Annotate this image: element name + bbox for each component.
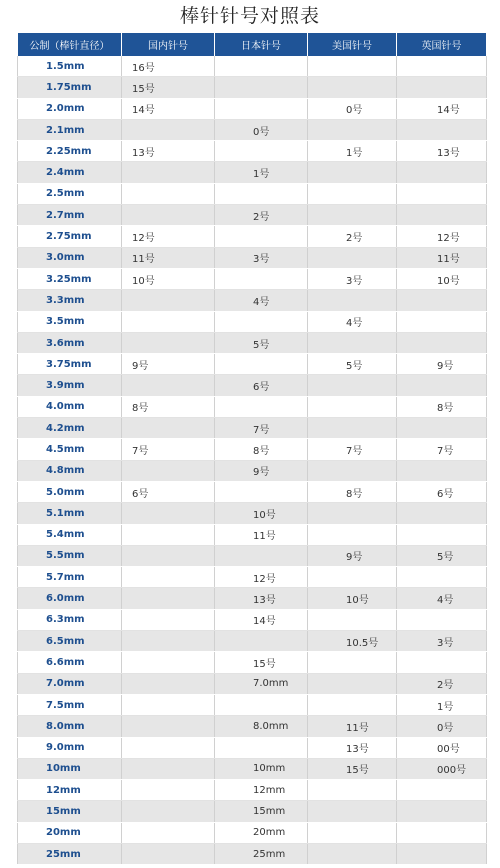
cell-uk: 11号 xyxy=(397,247,487,268)
table-row xyxy=(18,268,487,289)
table-body xyxy=(18,56,487,865)
cell-metric: 5.7mm xyxy=(18,567,122,588)
cell-metric: 5.0mm xyxy=(18,481,122,502)
cell-uk: 00号 xyxy=(397,737,487,758)
cell-us xyxy=(308,247,397,268)
cell-uk: 1号 xyxy=(397,694,487,715)
cell-uk: 4号 xyxy=(397,588,487,609)
table-row xyxy=(18,418,487,439)
cell-china xyxy=(122,822,215,843)
cell-china xyxy=(122,652,215,673)
cell-uk: 12号 xyxy=(397,226,487,247)
table-row xyxy=(18,375,487,396)
cell-uk xyxy=(397,332,487,353)
cell-china xyxy=(122,843,215,864)
cell-china xyxy=(122,418,215,439)
cell-japan xyxy=(215,545,308,566)
cell-us xyxy=(308,56,397,77)
cell-us xyxy=(308,460,397,481)
cell-japan: 7号 xyxy=(215,418,308,439)
cell-metric: 7.5mm xyxy=(18,694,122,715)
cell-us: 1号 xyxy=(308,141,397,162)
cell-uk xyxy=(397,77,487,98)
cell-metric: 7.0mm xyxy=(18,673,122,694)
table-row xyxy=(18,481,487,502)
table-row xyxy=(18,183,487,204)
cell-metric: 4.0mm xyxy=(18,396,122,417)
cell-metric: 3.75mm xyxy=(18,354,122,375)
table-row xyxy=(18,780,487,801)
cell-japan: 15mm xyxy=(215,801,308,822)
cell-metric: 5.4mm xyxy=(18,524,122,545)
cell-uk xyxy=(397,418,487,439)
cell-us xyxy=(308,780,397,801)
cell-metric: 2.75mm xyxy=(18,226,122,247)
cell-uk xyxy=(397,375,487,396)
cell-uk: 8号 xyxy=(397,396,487,417)
cell-metric: 2.25mm xyxy=(18,141,122,162)
cell-us xyxy=(308,822,397,843)
cell-uk: 3号 xyxy=(397,631,487,652)
cell-us xyxy=(308,503,397,524)
cell-china xyxy=(122,631,215,652)
cell-uk xyxy=(397,503,487,524)
cell-japan xyxy=(215,226,308,247)
cell-us: 7号 xyxy=(308,439,397,460)
header-us: 美国针号 xyxy=(308,33,397,56)
cell-us xyxy=(308,375,397,396)
cell-japan: 12号 xyxy=(215,567,308,588)
table-row xyxy=(18,758,487,779)
cell-metric: 20mm xyxy=(18,822,122,843)
cell-japan: 8号 xyxy=(215,439,308,460)
header-uk: 英国针号 xyxy=(397,33,487,56)
cell-china: 16号 xyxy=(122,56,215,77)
cell-us: 0号 xyxy=(308,98,397,119)
cell-japan: 5号 xyxy=(215,332,308,353)
cell-china xyxy=(122,609,215,630)
cell-us xyxy=(308,609,397,630)
cell-metric: 15mm xyxy=(18,801,122,822)
cell-china xyxy=(122,758,215,779)
needle-size-table xyxy=(17,33,487,865)
cell-japan xyxy=(215,98,308,119)
cell-us xyxy=(308,77,397,98)
cell-china xyxy=(122,311,215,332)
table-row xyxy=(18,567,487,588)
cell-uk: 5号 xyxy=(397,545,487,566)
table-row xyxy=(18,247,487,268)
cell-china xyxy=(122,460,215,481)
cell-japan xyxy=(215,311,308,332)
cell-japan: 25mm xyxy=(215,843,308,864)
table-row xyxy=(18,843,487,864)
table-row xyxy=(18,290,487,311)
cell-uk xyxy=(397,822,487,843)
cell-japan xyxy=(215,631,308,652)
cell-metric: 5.1mm xyxy=(18,503,122,524)
table-row xyxy=(18,141,487,162)
cell-us xyxy=(308,567,397,588)
cell-metric: 2.7mm xyxy=(18,205,122,226)
cell-uk: 14号 xyxy=(397,98,487,119)
cell-us xyxy=(308,801,397,822)
cell-us: 13号 xyxy=(308,737,397,758)
table-row xyxy=(18,77,487,98)
cell-china xyxy=(122,567,215,588)
cell-uk: 2号 xyxy=(397,673,487,694)
cell-us xyxy=(308,205,397,226)
cell-china xyxy=(122,737,215,758)
cell-uk: 10号 xyxy=(397,268,487,289)
cell-japan xyxy=(215,737,308,758)
table-row xyxy=(18,98,487,119)
cell-uk xyxy=(397,119,487,140)
cell-japan xyxy=(215,354,308,375)
cell-us xyxy=(308,673,397,694)
cell-china xyxy=(122,183,215,204)
cell-uk: 000号 xyxy=(397,758,487,779)
table-row xyxy=(18,652,487,673)
cell-us xyxy=(308,396,397,417)
cell-japan: 15号 xyxy=(215,652,308,673)
cell-uk xyxy=(397,801,487,822)
cell-japan: 12mm xyxy=(215,780,308,801)
cell-china xyxy=(122,673,215,694)
cell-japan: 20mm xyxy=(215,822,308,843)
table-row xyxy=(18,311,487,332)
cell-china xyxy=(122,780,215,801)
cell-japan: 7.0mm xyxy=(215,673,308,694)
cell-us: 10号 xyxy=(308,588,397,609)
cell-us xyxy=(308,418,397,439)
cell-china xyxy=(122,694,215,715)
cell-us xyxy=(308,290,397,311)
cell-china xyxy=(122,545,215,566)
cell-japan xyxy=(215,77,308,98)
cell-japan: 11号 xyxy=(215,524,308,545)
table-row xyxy=(18,588,487,609)
cell-china: 10号 xyxy=(122,268,215,289)
table-row xyxy=(18,694,487,715)
cell-metric: 3.9mm xyxy=(18,375,122,396)
cell-china xyxy=(122,801,215,822)
cell-japan: 2号 xyxy=(215,205,308,226)
cell-metric: 6.0mm xyxy=(18,588,122,609)
cell-uk xyxy=(397,311,487,332)
cell-japan xyxy=(215,396,308,417)
cell-metric: 2.1mm xyxy=(18,119,122,140)
cell-us xyxy=(308,694,397,715)
header-china: 国内针号 xyxy=(122,33,215,56)
cell-china xyxy=(122,716,215,737)
cell-uk xyxy=(397,524,487,545)
table-row xyxy=(18,439,487,460)
cell-china: 14号 xyxy=(122,98,215,119)
table-row xyxy=(18,673,487,694)
table-header-row xyxy=(18,33,487,56)
table-row xyxy=(18,162,487,183)
cell-japan xyxy=(215,268,308,289)
cell-uk xyxy=(397,290,487,311)
cell-china: 8号 xyxy=(122,396,215,417)
cell-us: 5号 xyxy=(308,354,397,375)
cell-uk xyxy=(397,183,487,204)
cell-metric: 3.5mm xyxy=(18,311,122,332)
cell-us: 10.5号 xyxy=(308,631,397,652)
cell-japan: 4号 xyxy=(215,290,308,311)
cell-japan: 0号 xyxy=(215,119,308,140)
table-row xyxy=(18,801,487,822)
cell-metric: 6.6mm xyxy=(18,652,122,673)
cell-us: 2号 xyxy=(308,226,397,247)
cell-china: 12号 xyxy=(122,226,215,247)
cell-uk xyxy=(397,205,487,226)
cell-metric: 9.0mm xyxy=(18,737,122,758)
cell-us xyxy=(308,332,397,353)
cell-china xyxy=(122,119,215,140)
cell-japan: 1号 xyxy=(215,162,308,183)
cell-china xyxy=(122,162,215,183)
table-row xyxy=(18,503,487,524)
cell-metric: 1.75mm xyxy=(18,77,122,98)
cell-uk: 7号 xyxy=(397,439,487,460)
cell-china xyxy=(122,375,215,396)
cell-china xyxy=(122,588,215,609)
table-row xyxy=(18,332,487,353)
cell-uk xyxy=(397,567,487,588)
cell-japan: 14号 xyxy=(215,609,308,630)
cell-japan xyxy=(215,141,308,162)
cell-uk: 0号 xyxy=(397,716,487,737)
table-row xyxy=(18,524,487,545)
cell-metric: 3.25mm xyxy=(18,268,122,289)
header-metric: 公制（棒针直径） xyxy=(18,33,122,56)
cell-us xyxy=(308,843,397,864)
cell-china xyxy=(122,290,215,311)
cell-metric: 5.5mm xyxy=(18,545,122,566)
cell-us: 11号 xyxy=(308,716,397,737)
cell-metric: 6.3mm xyxy=(18,609,122,630)
cell-metric: 2.0mm xyxy=(18,98,122,119)
cell-uk xyxy=(397,460,487,481)
cell-us: 4号 xyxy=(308,311,397,332)
cell-uk xyxy=(397,56,487,77)
cell-metric: 2.4mm xyxy=(18,162,122,183)
cell-china xyxy=(122,503,215,524)
table-row xyxy=(18,226,487,247)
cell-uk xyxy=(397,780,487,801)
table-row xyxy=(18,716,487,737)
cell-metric: 3.6mm xyxy=(18,332,122,353)
cell-metric: 3.0mm xyxy=(18,247,122,268)
cell-japan: 8.0mm xyxy=(215,716,308,737)
cell-japan: 6号 xyxy=(215,375,308,396)
cell-uk: 6号 xyxy=(397,481,487,502)
table-row xyxy=(18,631,487,652)
cell-metric: 8.0mm xyxy=(18,716,122,737)
cell-metric: 3.3mm xyxy=(18,290,122,311)
table-row xyxy=(18,460,487,481)
cell-metric: 2.5mm xyxy=(18,183,122,204)
cell-us: 3号 xyxy=(308,268,397,289)
cell-china: 9号 xyxy=(122,354,215,375)
cell-japan: 3号 xyxy=(215,247,308,268)
header-japan: 日本针号 xyxy=(215,33,308,56)
cell-metric: 10mm xyxy=(18,758,122,779)
cell-metric: 4.8mm xyxy=(18,460,122,481)
table-row xyxy=(18,354,487,375)
cell-us xyxy=(308,652,397,673)
cell-japan: 10号 xyxy=(215,503,308,524)
cell-us xyxy=(308,162,397,183)
cell-china: 7号 xyxy=(122,439,215,460)
table-row xyxy=(18,609,487,630)
cell-japan: 13号 xyxy=(215,588,308,609)
cell-us xyxy=(308,524,397,545)
cell-us xyxy=(308,119,397,140)
cell-us: 8号 xyxy=(308,481,397,502)
cell-metric: 6.5mm xyxy=(18,631,122,652)
cell-japan xyxy=(215,481,308,502)
table-row xyxy=(18,56,487,77)
page-title: 棒针针号对照表 xyxy=(179,5,320,27)
cell-china: 6号 xyxy=(122,481,215,502)
cell-uk xyxy=(397,652,487,673)
cell-metric: 25mm xyxy=(18,843,122,864)
cell-us xyxy=(308,183,397,204)
cell-china xyxy=(122,524,215,545)
cell-uk: 9号 xyxy=(397,354,487,375)
table-row xyxy=(18,545,487,566)
cell-japan xyxy=(215,56,308,77)
cell-china xyxy=(122,332,215,353)
cell-uk xyxy=(397,843,487,864)
cell-china: 11号 xyxy=(122,247,215,268)
table-row xyxy=(18,822,487,843)
cell-uk xyxy=(397,162,487,183)
cell-us: 9号 xyxy=(308,545,397,566)
cell-china: 13号 xyxy=(122,141,215,162)
cell-us: 15号 xyxy=(308,758,397,779)
table-row xyxy=(18,119,487,140)
cell-japan xyxy=(215,694,308,715)
cell-uk xyxy=(397,609,487,630)
cell-japan: 9号 xyxy=(215,460,308,481)
table-row xyxy=(18,396,487,417)
cell-metric: 4.2mm xyxy=(18,418,122,439)
cell-metric: 12mm xyxy=(18,780,122,801)
cell-metric: 4.5mm xyxy=(18,439,122,460)
cell-metric: 1.5mm xyxy=(18,56,122,77)
cell-china: 15号 xyxy=(122,77,215,98)
cell-japan xyxy=(215,183,308,204)
table-row xyxy=(18,737,487,758)
cell-uk: 13号 xyxy=(397,141,487,162)
cell-japan: 10mm xyxy=(215,758,308,779)
table-row xyxy=(18,205,487,226)
cell-china xyxy=(122,205,215,226)
